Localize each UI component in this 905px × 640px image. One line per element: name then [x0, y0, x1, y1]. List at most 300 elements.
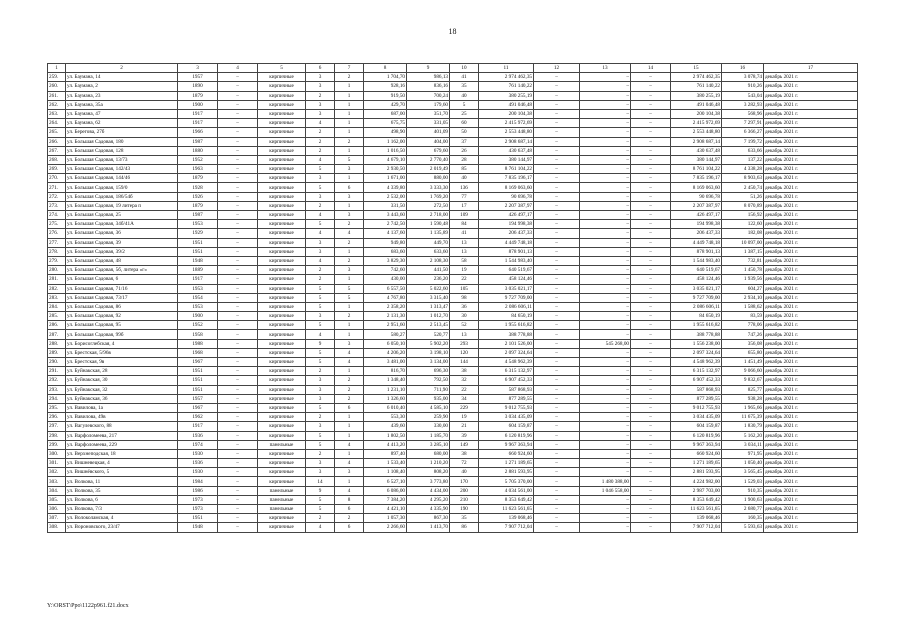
residents-cell: 50 [450, 128, 479, 137]
row-number-cell: 268. [48, 155, 66, 164]
cost-per-sqm-cell: 5 593,63 [722, 523, 764, 532]
cost-per-sqm-cell: 8 070,89 [722, 201, 764, 210]
fund-cost-cell: – [534, 339, 580, 348]
total-area-cell: 6 527,10 [364, 477, 407, 486]
cost-per-sqm-cell: 1 965,66 [722, 403, 764, 412]
total-area-cell: 4 137,60 [364, 229, 407, 238]
total-cost-cell: 1 271 189,65 [479, 459, 534, 468]
planned-date-cell: декабрь 2021 г. [764, 266, 858, 275]
total-area-cell: 429,70 [364, 100, 407, 109]
row-number-cell: 265. [48, 128, 66, 137]
floors-cell: 5 [306, 293, 335, 302]
total-area-cell: 1 016,50 [364, 146, 407, 155]
address-cell: ул. Волкова, 11 [66, 477, 178, 486]
address-cell: ул. Большая Садовая, 39 [66, 238, 178, 247]
column-number: 5 [258, 64, 306, 73]
other-cost-cell: – [631, 495, 671, 504]
table-row [48, 128, 858, 137]
floors-cell: 4 [306, 119, 335, 128]
fund-cost-cell: – [534, 394, 580, 403]
living-area-cell: 449,70 [407, 238, 450, 247]
planned-date-cell: декабрь 2021 г. [764, 211, 858, 220]
row-number-cell: 301. [48, 459, 66, 468]
year-built-cell: 1986 [178, 486, 218, 495]
fund-cost-cell: – [534, 440, 580, 449]
row-number-cell: 291. [48, 367, 66, 376]
planned-date-cell: декабрь 2021 г. [764, 339, 858, 348]
year-overhaul-cell: – [218, 128, 258, 137]
address-cell: ул. Брестская, 9в [66, 358, 178, 367]
other-cost-cell: – [631, 201, 671, 210]
year-overhaul-cell: – [218, 109, 258, 118]
year-built-cell: 1917 [178, 422, 218, 431]
fund-cost-cell: – [534, 348, 580, 357]
table-row [48, 229, 858, 238]
residents-cell: 120 [450, 348, 479, 357]
column-number: 1 [48, 64, 66, 73]
total-area-cell: 675,75 [364, 119, 407, 128]
fund-cost-cell: – [534, 100, 580, 109]
year-overhaul-cell: – [218, 302, 258, 311]
cost-per-sqm-cell: 4 338,28 [722, 165, 764, 174]
table-row [48, 403, 858, 412]
column-number: 13 [580, 64, 631, 73]
row-number-cell: 295. [48, 403, 66, 412]
year-built-cell: 1936 [178, 431, 218, 440]
other-cost-cell: – [631, 523, 671, 532]
year-built-cell: 1930 [178, 449, 218, 458]
cost-per-sqm-cell: 160,35 [722, 514, 764, 523]
floors-cell: 5 [306, 165, 335, 174]
planned-date-cell: декабрь 2021 г. [764, 91, 858, 100]
floors-cell: 5 [306, 495, 335, 504]
budget-cost-cell: 1 544 983,40 [671, 256, 722, 265]
row-number-cell: 290. [48, 358, 66, 367]
row-number-cell: 283. [48, 293, 66, 302]
total-cost-cell: 426 497,17 [479, 211, 534, 220]
fund-cost-cell: – [534, 155, 580, 164]
residents-cell: 32 [450, 376, 479, 385]
year-built-cell: 1930 [178, 468, 218, 477]
address-cell: ул. Вишнёвского, 5 [66, 468, 178, 477]
cost-per-sqm-cell: 3 282,93 [722, 100, 764, 109]
cost-per-sqm-cell: 1 939,56 [722, 275, 764, 284]
entrances-cell: 1 [335, 247, 364, 256]
total-area-cell: 928,16 [364, 82, 407, 91]
fund-cost-cell: – [534, 192, 580, 201]
file-path-footer: Y:\ORST\Ppo\1122p961.f21.docx [47, 603, 129, 609]
address-cell: ул. Большая Садовая, 99б [66, 330, 178, 339]
table-row [48, 247, 858, 256]
total-area-cell: 816,70 [364, 367, 407, 376]
row-number-cell: 272. [48, 192, 66, 201]
total-area-cell: 2 532,00 [364, 192, 407, 201]
budget-cost-cell: 8 169 063,60 [671, 183, 722, 192]
owners-cost-cell: – [580, 358, 631, 367]
year-overhaul-cell: – [218, 247, 258, 256]
floors-cell: 5 [306, 440, 335, 449]
budget-cost-cell: 4 224 982,00 [671, 477, 722, 486]
table-row [48, 109, 858, 118]
year-built-cell: 1900 [178, 312, 218, 321]
table-row [48, 486, 858, 495]
entrances-cell: 5 [335, 155, 364, 164]
floors-cell: 4 [306, 211, 335, 220]
total-cost-cell: 491 046,48 [479, 100, 534, 109]
entrances-cell: 4 [335, 459, 364, 468]
year-built-cell: 1974 [178, 440, 218, 449]
wall-material-cell: кирпичные [258, 183, 306, 192]
owners-cost-cell: – [580, 183, 631, 192]
wall-material-cell: кирпичные [258, 431, 306, 440]
column-number: 12 [534, 64, 580, 73]
table-row [48, 339, 858, 348]
fund-cost-cell: – [534, 119, 580, 128]
row-number-cell: 307. [48, 514, 66, 523]
other-cost-cell: – [631, 505, 671, 514]
entrances-cell: 1 [335, 449, 364, 458]
floors-cell: 5 [306, 321, 335, 330]
residents-cell: 30 [450, 312, 479, 321]
living-area-cell: 5 902,20 [407, 339, 450, 348]
fund-cost-cell: – [534, 468, 580, 477]
row-number-cell: 288. [48, 339, 66, 348]
fund-cost-cell: – [534, 137, 580, 146]
row-number-cell: 306. [48, 505, 66, 514]
row-number-cell: 269. [48, 165, 66, 174]
floors-cell: 3 [306, 394, 335, 403]
cost-per-sqm-cell: 655,80 [722, 348, 764, 357]
total-cost-cell: 2 553 448,80 [479, 128, 534, 137]
residents-cell: 41 [450, 229, 479, 238]
year-overhaul-cell: – [218, 514, 258, 523]
page-number: 18 [448, 27, 457, 36]
total-area-cell: 4 767,80 [364, 293, 407, 302]
floors-cell: 4 [306, 330, 335, 339]
total-area-cell: 4 339,80 [364, 183, 407, 192]
fund-cost-cell: – [534, 256, 580, 265]
row-number-cell: 273. [48, 201, 66, 210]
floors-cell: 14 [306, 477, 335, 486]
column-number: 4 [218, 64, 258, 73]
residents-cell: 36 [450, 302, 479, 311]
floors-cell: 3 [306, 238, 335, 247]
entrances-cell: 1 [335, 330, 364, 339]
wall-material-cell: кирпичные [258, 100, 306, 109]
address-cell: ул. Большая Садовая, 159/0 [66, 183, 178, 192]
wall-material-cell: кирпичные [258, 165, 306, 174]
other-cost-cell: – [631, 100, 671, 109]
other-cost-cell: – [631, 358, 671, 367]
year-built-cell: 1928 [178, 183, 218, 192]
total-area-cell: 897,40 [364, 449, 407, 458]
cost-per-sqm-cell: 11 675,39 [722, 413, 764, 422]
owners-cost-cell: 1 046 558,00 [580, 486, 631, 495]
residents-cell: 98 [450, 293, 479, 302]
total-area-cell: 2 930,50 [364, 165, 407, 174]
total-cost-cell: 8 169 063,60 [479, 183, 534, 192]
total-area-cell: 1 326,60 [364, 394, 407, 403]
row-number-cell: 303. [48, 477, 66, 486]
wall-material-cell: кирпичные [258, 321, 306, 330]
wall-material-cell: кирпичные [258, 394, 306, 403]
row-number-cell: 281. [48, 275, 66, 284]
owners-cost-cell: – [580, 165, 631, 174]
residents-cell: 35 [450, 514, 479, 523]
planned-date-cell: декабрь 2021 г. [764, 449, 858, 458]
fund-cost-cell: – [534, 220, 580, 229]
budget-cost-cell: 6 907 452,33 [671, 376, 722, 385]
cost-per-sqm-cell: 971,95 [722, 449, 764, 458]
budget-cost-cell: 2 415 972,69 [671, 119, 722, 128]
cost-per-sqm-cell: 3 565,45 [722, 468, 764, 477]
fund-cost-cell: – [534, 165, 580, 174]
wall-material-cell: кирпичные [258, 73, 306, 82]
cost-per-sqm-cell: 2 450,74 [722, 183, 764, 192]
row-number-cell: 279. [48, 256, 66, 265]
address-cell: ул. Борисоглебская, 4 [66, 339, 178, 348]
cost-per-sqm-cell: 633,66 [722, 146, 764, 155]
owners-cost-cell: – [580, 495, 631, 504]
budget-cost-cell: 6 120 819,96 [671, 431, 722, 440]
floors-cell: 3 [306, 73, 335, 82]
table-row [48, 284, 858, 293]
total-cost-cell: 11 623 561,65 [479, 505, 534, 514]
residents-cell: 40 [450, 91, 479, 100]
table-row [48, 431, 858, 440]
other-cost-cell: – [631, 284, 671, 293]
year-overhaul-cell: – [218, 256, 258, 265]
address-cell: ул. Волкова, 7/3 [66, 505, 178, 514]
other-cost-cell: – [631, 91, 671, 100]
fund-cost-cell: – [534, 146, 580, 155]
fund-cost-cell: – [534, 403, 580, 412]
owners-cost-cell: – [580, 137, 631, 146]
residents-cell: 5 [450, 100, 479, 109]
other-cost-cell: – [631, 422, 671, 431]
residents-cell: 21 [450, 422, 479, 431]
living-area-cell: 3 773,80 [407, 477, 450, 486]
total-area-cell: 6 557,50 [364, 284, 407, 293]
budget-cost-cell: 2 553 448,80 [671, 128, 722, 137]
planned-date-cell: декабрь 2021 г. [764, 128, 858, 137]
budget-cost-cell: 878 901,13 [671, 247, 722, 256]
floors-cell: 3 [306, 312, 335, 321]
planned-date-cell: декабрь 2021 г. [764, 468, 858, 477]
fund-cost-cell: – [534, 514, 580, 523]
owners-cost-cell: – [580, 302, 631, 311]
wall-material-cell: кирпичные [258, 229, 306, 238]
address-cell: ул. Большая Садовая, 144/46 [66, 174, 178, 183]
cost-per-sqm-cell: 7 199,72 [722, 137, 764, 146]
address-cell: ул. Большая Садовая, 39/2 [66, 247, 178, 256]
wall-material-cell: кирпичные [258, 275, 306, 284]
total-area-cell: 1 057,30 [364, 514, 407, 523]
year-overhaul-cell: – [218, 312, 258, 321]
year-built-cell: 1958 [178, 330, 218, 339]
owners-cost-cell: – [580, 312, 631, 321]
cost-per-sqm-cell: 910,35 [722, 486, 764, 495]
year-overhaul-cell: – [218, 505, 258, 514]
entrances-cell: 2 [335, 312, 364, 321]
address-cell: ул. Большая Садовая, 142/43 [66, 165, 178, 174]
table-row [48, 165, 858, 174]
row-number-cell: 270. [48, 174, 66, 183]
entrances-cell: 1 [335, 201, 364, 210]
column-number: 7 [335, 64, 364, 73]
year-built-cell: 1879 [178, 174, 218, 183]
total-cost-cell: 7 835 196,17 [479, 174, 534, 183]
planned-date-cell: декабрь 2021 г. [764, 302, 858, 311]
planned-date-cell: декабрь 2021 г. [764, 514, 858, 523]
entrances-cell: 4 [335, 229, 364, 238]
other-cost-cell: – [631, 183, 671, 192]
total-area-cell: 3 443,60 [364, 211, 407, 220]
entrances-cell: 6 [335, 523, 364, 532]
total-cost-cell: 8 353 649,42 [479, 495, 534, 504]
other-cost-cell: – [631, 256, 671, 265]
year-overhaul-cell: – [218, 211, 258, 220]
cost-per-sqm-cell: 1 529,03 [722, 477, 764, 486]
budget-cost-cell: 380 144,97 [671, 155, 722, 164]
living-area-cell: 259,90 [407, 413, 450, 422]
residents-cell: 170 [450, 477, 479, 486]
owners-cost-cell: – [580, 238, 631, 247]
fund-cost-cell: – [534, 183, 580, 192]
floors-cell: 5 [306, 505, 335, 514]
total-cost-cell: 761 140,22 [479, 82, 534, 91]
living-area-cell: 680,00 [407, 449, 450, 458]
address-cell: ул. Большая Садовая, 5б, литера «г» [66, 266, 178, 275]
cost-per-sqm-cell: 3 034,11 [722, 440, 764, 449]
budget-cost-cell: 90 696,78 [671, 192, 722, 201]
entrances-cell: 1 [335, 477, 364, 486]
row-number-cell: 282. [48, 284, 66, 293]
year-built-cell: 1900 [178, 100, 218, 109]
residents-cell: 34 [450, 394, 479, 403]
floors-cell: 9 [306, 486, 335, 495]
year-built-cell: 1948 [178, 256, 218, 265]
wall-material-cell: кирпичные [258, 201, 306, 210]
residents-cell: 77 [450, 192, 479, 201]
budget-cost-cell: 2 097 324,64 [671, 348, 722, 357]
fund-cost-cell: – [534, 321, 580, 330]
address-cell: ул. Вишневецкая, 4 [66, 459, 178, 468]
budget-cost-cell: 660 924,60 [671, 449, 722, 458]
wall-material-cell: кирпичные [258, 367, 306, 376]
entrances-cell: 2 [335, 385, 364, 394]
year-built-cell: 1957 [178, 394, 218, 403]
fund-cost-cell: – [534, 422, 580, 431]
planned-date-cell: декабрь 2021 г. [764, 330, 858, 339]
total-cost-cell: 878 901,13 [479, 247, 534, 256]
residents-cell: 109 [450, 211, 479, 220]
entrances-cell: 3 [335, 468, 364, 477]
entrances-cell: 1 [335, 367, 364, 376]
entrances-cell: 3 [335, 165, 364, 174]
table-row [48, 119, 858, 128]
other-cost-cell: – [631, 339, 671, 348]
wall-material-cell: кирпичные [258, 330, 306, 339]
other-cost-cell: – [631, 211, 671, 220]
wall-material-cell: кирпичные [258, 422, 306, 431]
floors-cell: 2 [306, 137, 335, 146]
other-cost-cell: – [631, 413, 671, 422]
living-area-cell: 401,09 [407, 128, 450, 137]
planned-date-cell: декабрь 2021 г. [764, 422, 858, 431]
budget-cost-cell: 3 034 435,09 [671, 413, 722, 422]
floors-cell: 5 [306, 431, 335, 440]
budget-cost-cell: 458 124,46 [671, 275, 722, 284]
other-cost-cell: – [631, 486, 671, 495]
address-cell: ул. Большая Садовая, 48 [66, 256, 178, 265]
total-cost-cell: 4 449 748,18 [479, 238, 534, 247]
entrances-cell: 1 [335, 413, 364, 422]
wall-material-cell: кирпичные [258, 119, 306, 128]
entrances-cell: 4 [335, 358, 364, 367]
floors-cell: 2 [306, 128, 335, 137]
budget-cost-cell: 3 035 021,17 [671, 284, 722, 293]
living-area-cell: 4 295,20 [407, 495, 450, 504]
cost-per-sqm-cell: 3 078,74 [722, 73, 764, 82]
planned-date-cell: декабрь 2021 г. [764, 358, 858, 367]
year-built-cell: 1951 [178, 238, 218, 247]
planned-date-cell: декабрь 2021 г. [764, 247, 858, 256]
year-overhaul-cell: – [218, 174, 258, 183]
fund-cost-cell: – [534, 247, 580, 256]
fund-cost-cell: – [534, 367, 580, 376]
floors-cell: 4 [306, 256, 335, 265]
address-cell: ул. Буйнакская, 36 [66, 394, 178, 403]
year-overhaul-cell: – [218, 146, 258, 155]
living-area-cell: 4 585,10 [407, 403, 450, 412]
table-row [48, 394, 858, 403]
year-overhaul-cell: – [218, 238, 258, 247]
cost-per-sqm-cell: 9 066,60 [722, 367, 764, 376]
other-cost-cell: – [631, 367, 671, 376]
cost-per-sqm-cell: 5 162,20 [722, 431, 764, 440]
owners-cost-cell: – [580, 459, 631, 468]
living-area-cell: 935,00 [407, 394, 450, 403]
year-built-cell: 1880 [178, 146, 218, 155]
total-cost-cell: 2 415 972,69 [479, 119, 534, 128]
fund-cost-cell: – [534, 284, 580, 293]
wall-material-cell: кирпичные [258, 312, 306, 321]
wall-material-cell: кирпичные [258, 339, 306, 348]
budget-cost-cell: 84 650,19 [671, 312, 722, 321]
planned-date-cell: декабрь 2021 г. [764, 293, 858, 302]
year-overhaul-cell: – [218, 495, 258, 504]
table-row [48, 211, 858, 220]
year-overhaul-cell: – [218, 385, 258, 394]
owners-cost-cell: – [580, 146, 631, 155]
row-number-cell: 274. [48, 211, 66, 220]
floors-cell: 2 [306, 91, 335, 100]
living-area-cell: 679,60 [407, 146, 450, 155]
floors-cell: 2 [306, 146, 335, 155]
year-overhaul-cell: – [218, 358, 258, 367]
residents-cell: 13 [450, 238, 479, 247]
year-built-cell: 1879 [178, 201, 218, 210]
table-row [48, 137, 858, 146]
living-area-cell: 404,00 [407, 137, 450, 146]
row-number-cell: 280. [48, 266, 66, 275]
wall-material-cell: панельные [258, 440, 306, 449]
fund-cost-cell: – [534, 449, 580, 458]
other-cost-cell: – [631, 376, 671, 385]
row-number-cell: 294. [48, 394, 66, 403]
total-area-cell: 687,00 [364, 109, 407, 118]
